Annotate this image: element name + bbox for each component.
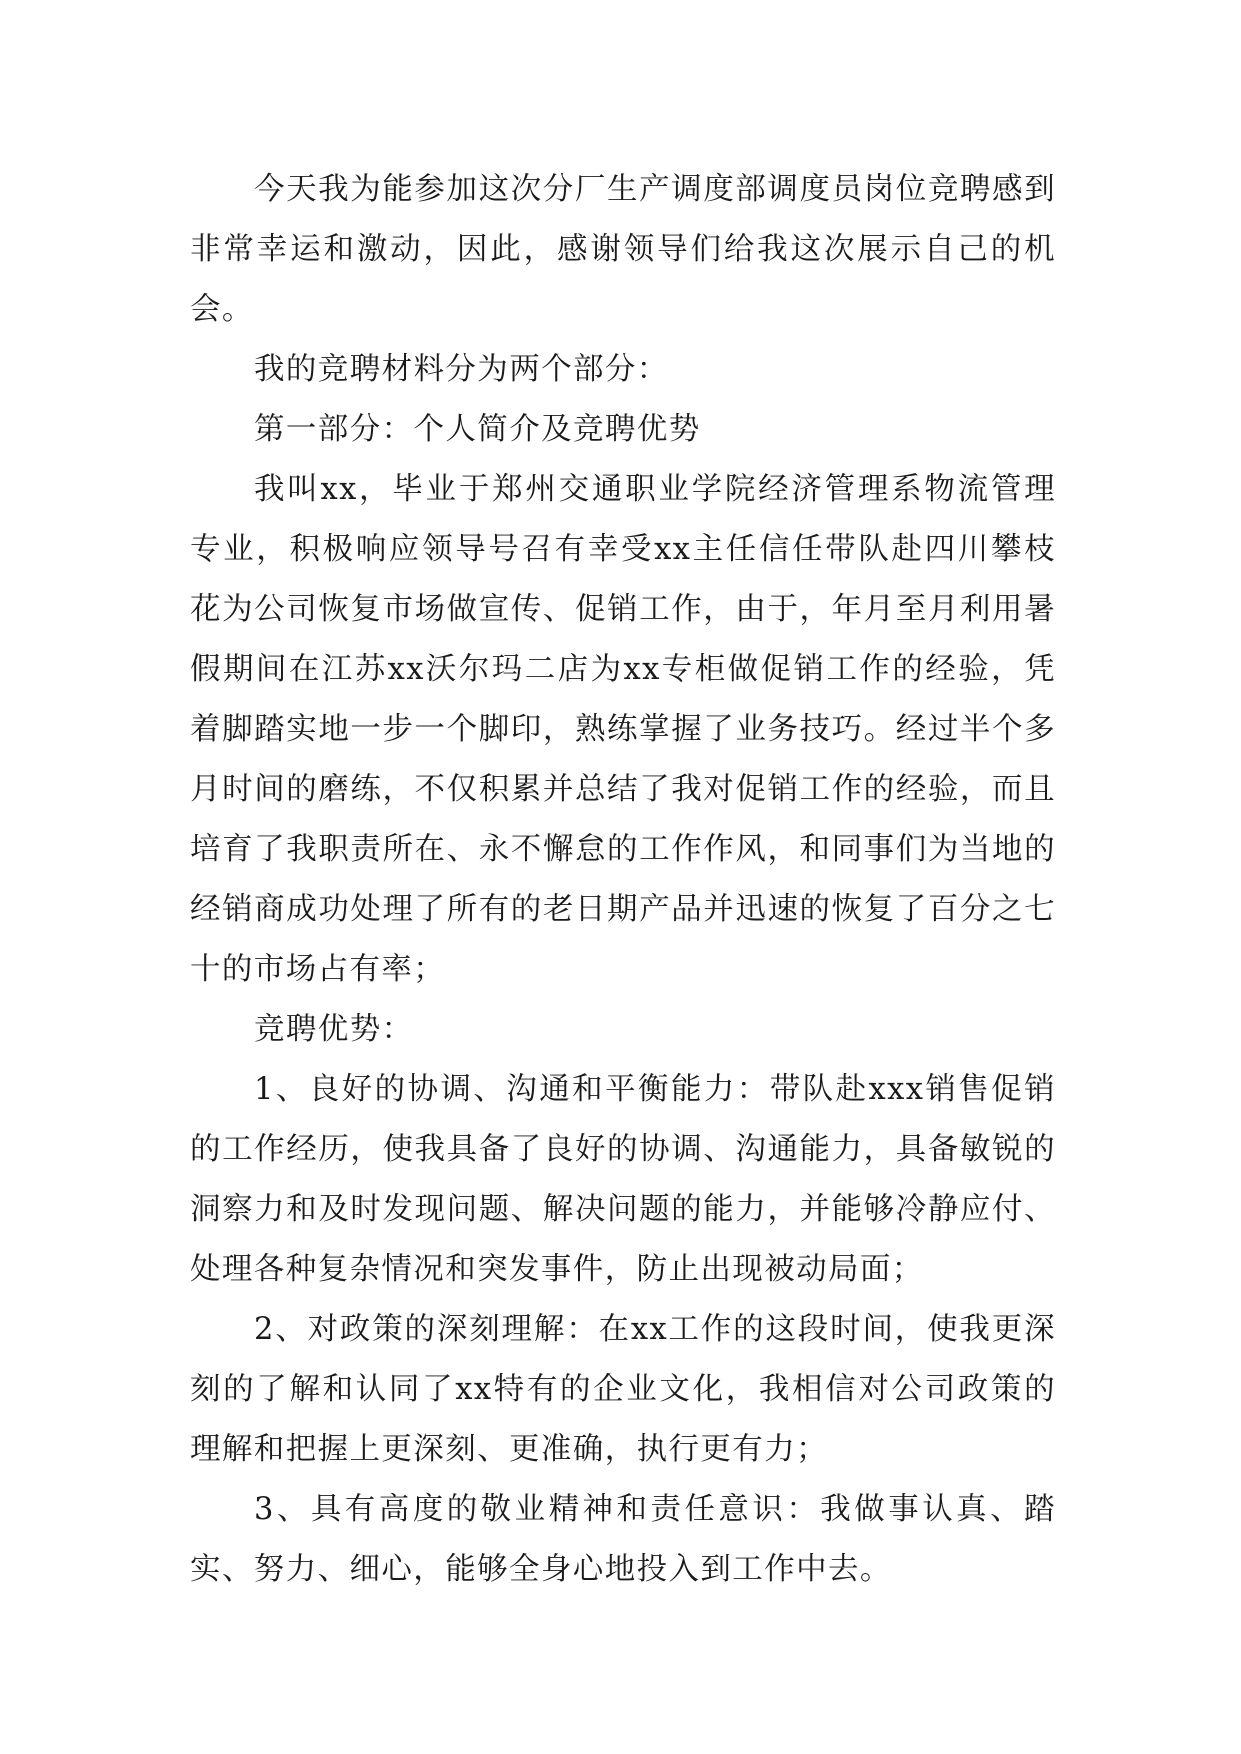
heading-advantages: 竞聘优势： (254, 1012, 414, 1047)
advantage-item-1: 1、良好的协调、沟通和平衡能力：带队赴xxx销售促销的工作经历，使我具备了良好的协调、沟通能力，具备敏锐的洞察力和及时发现问题、解决问题的能力，并能够冷静应付、处理各种复杂情况和突发事件，防止出现被动局面； (190, 1072, 1056, 1287)
document-body (190, 160, 1056, 1600)
advantage-item-2: 2、对政策的深刻理解：在xx工作的这段时间，使我更深刻的了解和认同了xx特有的企业文化，我相信对公司政策的理解和把握上更深刻、更准确，执行更有力； (190, 1312, 1056, 1467)
paragraph-intro: 今天我为能参加这次分厂生产调度部调度员岗位竞聘感到非常幸运和激动，因此，感谢领导们给我这次展示自己的机会。 (190, 172, 1056, 327)
paragraph-materials-outline: 我的竞聘材料分为两个部分： (254, 352, 669, 387)
advantage-item-3: 3、具有高度的敬业精神和责任意识：我做事认真、踏实、努力、细心，能够全身心地投入到工作中去。 (190, 1492, 1056, 1587)
paragraph-personal-profile: 我叫xx，毕业于郑州交通职业学院经济管理系物流管理专业，积极响应领导号召有幸受xx主任信任带队赴四川攀枝花为公司恢复市场做宣传、促销工作，由于，年月至月利用暑假期间在江苏xx沃尔玛二店为xx专柜做促销工作的经验，凭着脚踏实地一步一个脚印，熟练掌握了业务技巧。经过半个多月时间的磨练，不仅积累并总结了我对促销工作的经验，而且培育了我职责所在、永不懈怠的工作作风，和同事们为当地的经销商成功处理了所有的老日期产品并迅速的恢复了百分之七十的市场占有率； (190, 472, 1056, 987)
section-heading-part-one: 第一部分：个人简介及竞聘优势 (254, 412, 701, 447)
